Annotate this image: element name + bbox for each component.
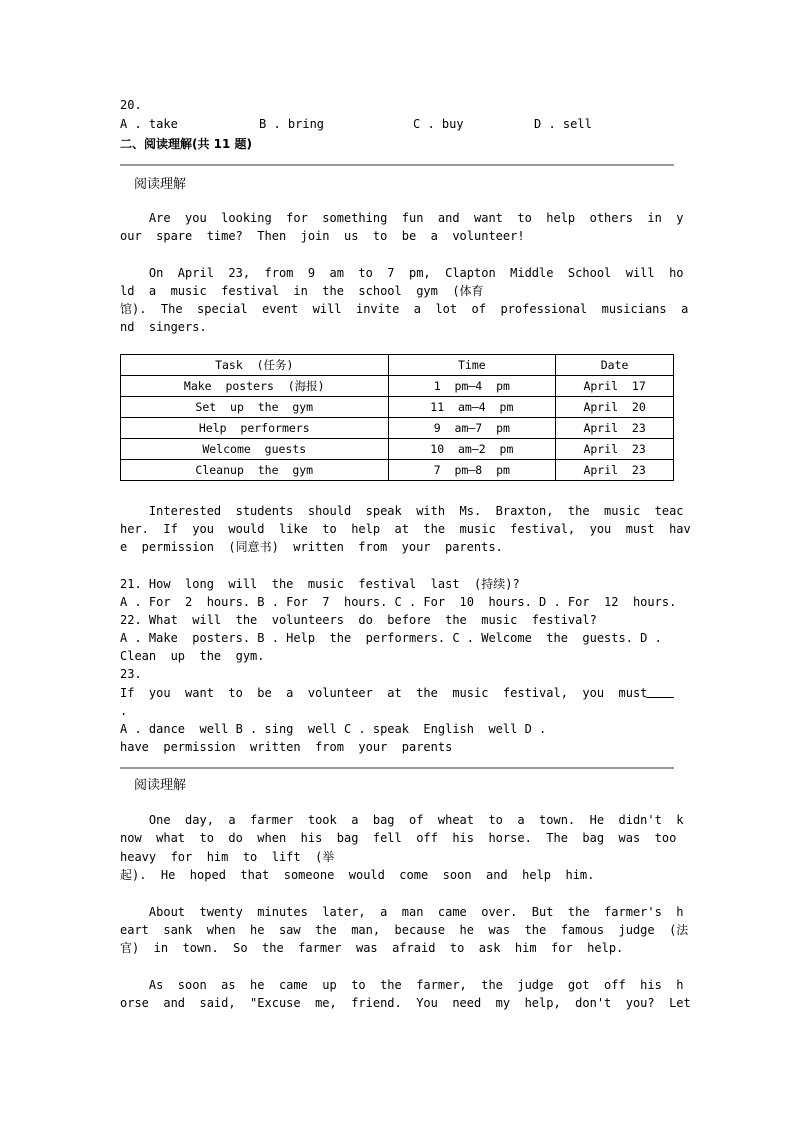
table-header: Time <box>388 355 556 376</box>
table-cell: April 20 <box>556 397 674 418</box>
question-23-period: . <box>120 704 128 718</box>
question-23-number: 23. <box>120 667 142 681</box>
table-cell: Make posters (海报) <box>121 376 389 397</box>
table-row <box>121 397 674 418</box>
table-cell: 10 am—2 pm <box>388 439 556 460</box>
question-22-options: A . Make posters. B . Help the performers. C . Welcome the guests. D . <box>120 631 662 645</box>
table-cell: 9 am—7 pm <box>388 418 556 439</box>
passage1-line: Are you looking for something fun and want to help others in y <box>120 211 684 225</box>
answer-blank <box>646 685 674 698</box>
passage2-line: About twenty minutes later, a man came over. But the farmer's h <box>120 905 684 919</box>
passage2-line: eart sank when he saw the man, because he was the famous judge (法 <box>120 923 689 937</box>
table-cell: Help performers <box>121 418 389 439</box>
passage1-after-line: e permission (同意书) written from your parents. <box>120 540 503 554</box>
table-cell: 7 pm—8 pm <box>388 460 556 481</box>
passage1-title: 阅读理解 <box>134 177 187 192</box>
passage2-line: heavy for him to lift (举 <box>120 850 335 864</box>
section-divider <box>120 164 674 166</box>
question-21: 21. How long will the music festival last (持续)? <box>120 577 520 591</box>
passage2-line: 起). He hoped that someone would come soon and help him. <box>120 868 595 882</box>
passage2-line: As soon as he came up to the farmer, the judge got off his h <box>120 978 684 992</box>
table-cell: April 23 <box>556 439 674 460</box>
table-header: Date <box>556 355 674 376</box>
volunteer-task-table <box>120 354 674 481</box>
q20-option-b: B . bring <box>259 117 325 131</box>
passage1-after-line: her. If you would like to help at the music festival, you must hav <box>120 522 691 536</box>
question-21-options: A . For 2 hours. B . For 7 hours. C . For 10 hours. D . For 12 hours. <box>120 595 677 609</box>
section-divider <box>120 767 674 769</box>
table-cell: April 17 <box>556 376 674 397</box>
passage1-line: ld a music festival in the school gym (体育 <box>120 284 484 298</box>
section-heading: 二、阅读理解(共 11 题) <box>120 137 253 151</box>
question-23-stem <box>120 685 674 701</box>
q20-option-c: C . buy <box>413 117 464 131</box>
question-23-text: If you want to be a volunteer at the music festival, you must <box>120 686 655 700</box>
table-cell: Set up the gym <box>121 397 389 418</box>
passage1-line: our spare time? Then join us to be a volunteer! <box>120 229 525 243</box>
passage1-line: On April 23, from 9 am to 7 pm, Clapton Middle School will ho <box>120 266 684 280</box>
table-cell: April 23 <box>556 460 674 481</box>
question-22-options-cont: Clean up the gym. <box>120 649 265 663</box>
table-row <box>121 460 674 481</box>
table-cell: 11 am—4 pm <box>388 397 556 418</box>
table-cell: 1 pm—4 pm <box>388 376 556 397</box>
passage2-line: now what to do when his bag fell off his horse. The bag was too <box>120 831 677 845</box>
passage2-line: 官) in town. So the farmer was afraid to ask him for help. <box>120 941 624 955</box>
passage2-title: 阅读理解 <box>134 778 187 793</box>
q20-option-a: A . take <box>120 117 178 131</box>
table-cell: Welcome guests <box>121 439 389 460</box>
table-row <box>121 376 674 397</box>
question-20-number: 20. <box>120 98 142 112</box>
q20-option-d: D . sell <box>534 117 592 131</box>
table-header-row <box>121 355 674 376</box>
passage1-line: nd singers. <box>120 320 207 334</box>
table-cell: April 23 <box>556 418 674 439</box>
question-23-options-cont: have permission written from your parents <box>120 740 453 754</box>
question-22: 22. What will the volunteers do before the music festival? <box>120 613 597 627</box>
passage2-line: One day, a farmer took a bag of wheat to a town. He didn't k <box>120 813 684 827</box>
passage2-line: orse and said, "Excuse me, friend. You need my help, don't you? Let <box>120 996 691 1010</box>
question-23-options: A . dance well B . sing well C . speak English well D . <box>120 722 547 736</box>
table-row <box>121 418 674 439</box>
table-cell: Cleanup the gym <box>121 460 389 481</box>
passage1-after-line: Interested students should speak with Ms. Braxton, the music teac <box>120 504 684 518</box>
passage1-line: 馆). The special event will invite a lot of professional musicians a <box>120 302 689 316</box>
table-row <box>121 439 674 460</box>
table-header: Task (任务) <box>121 355 389 376</box>
